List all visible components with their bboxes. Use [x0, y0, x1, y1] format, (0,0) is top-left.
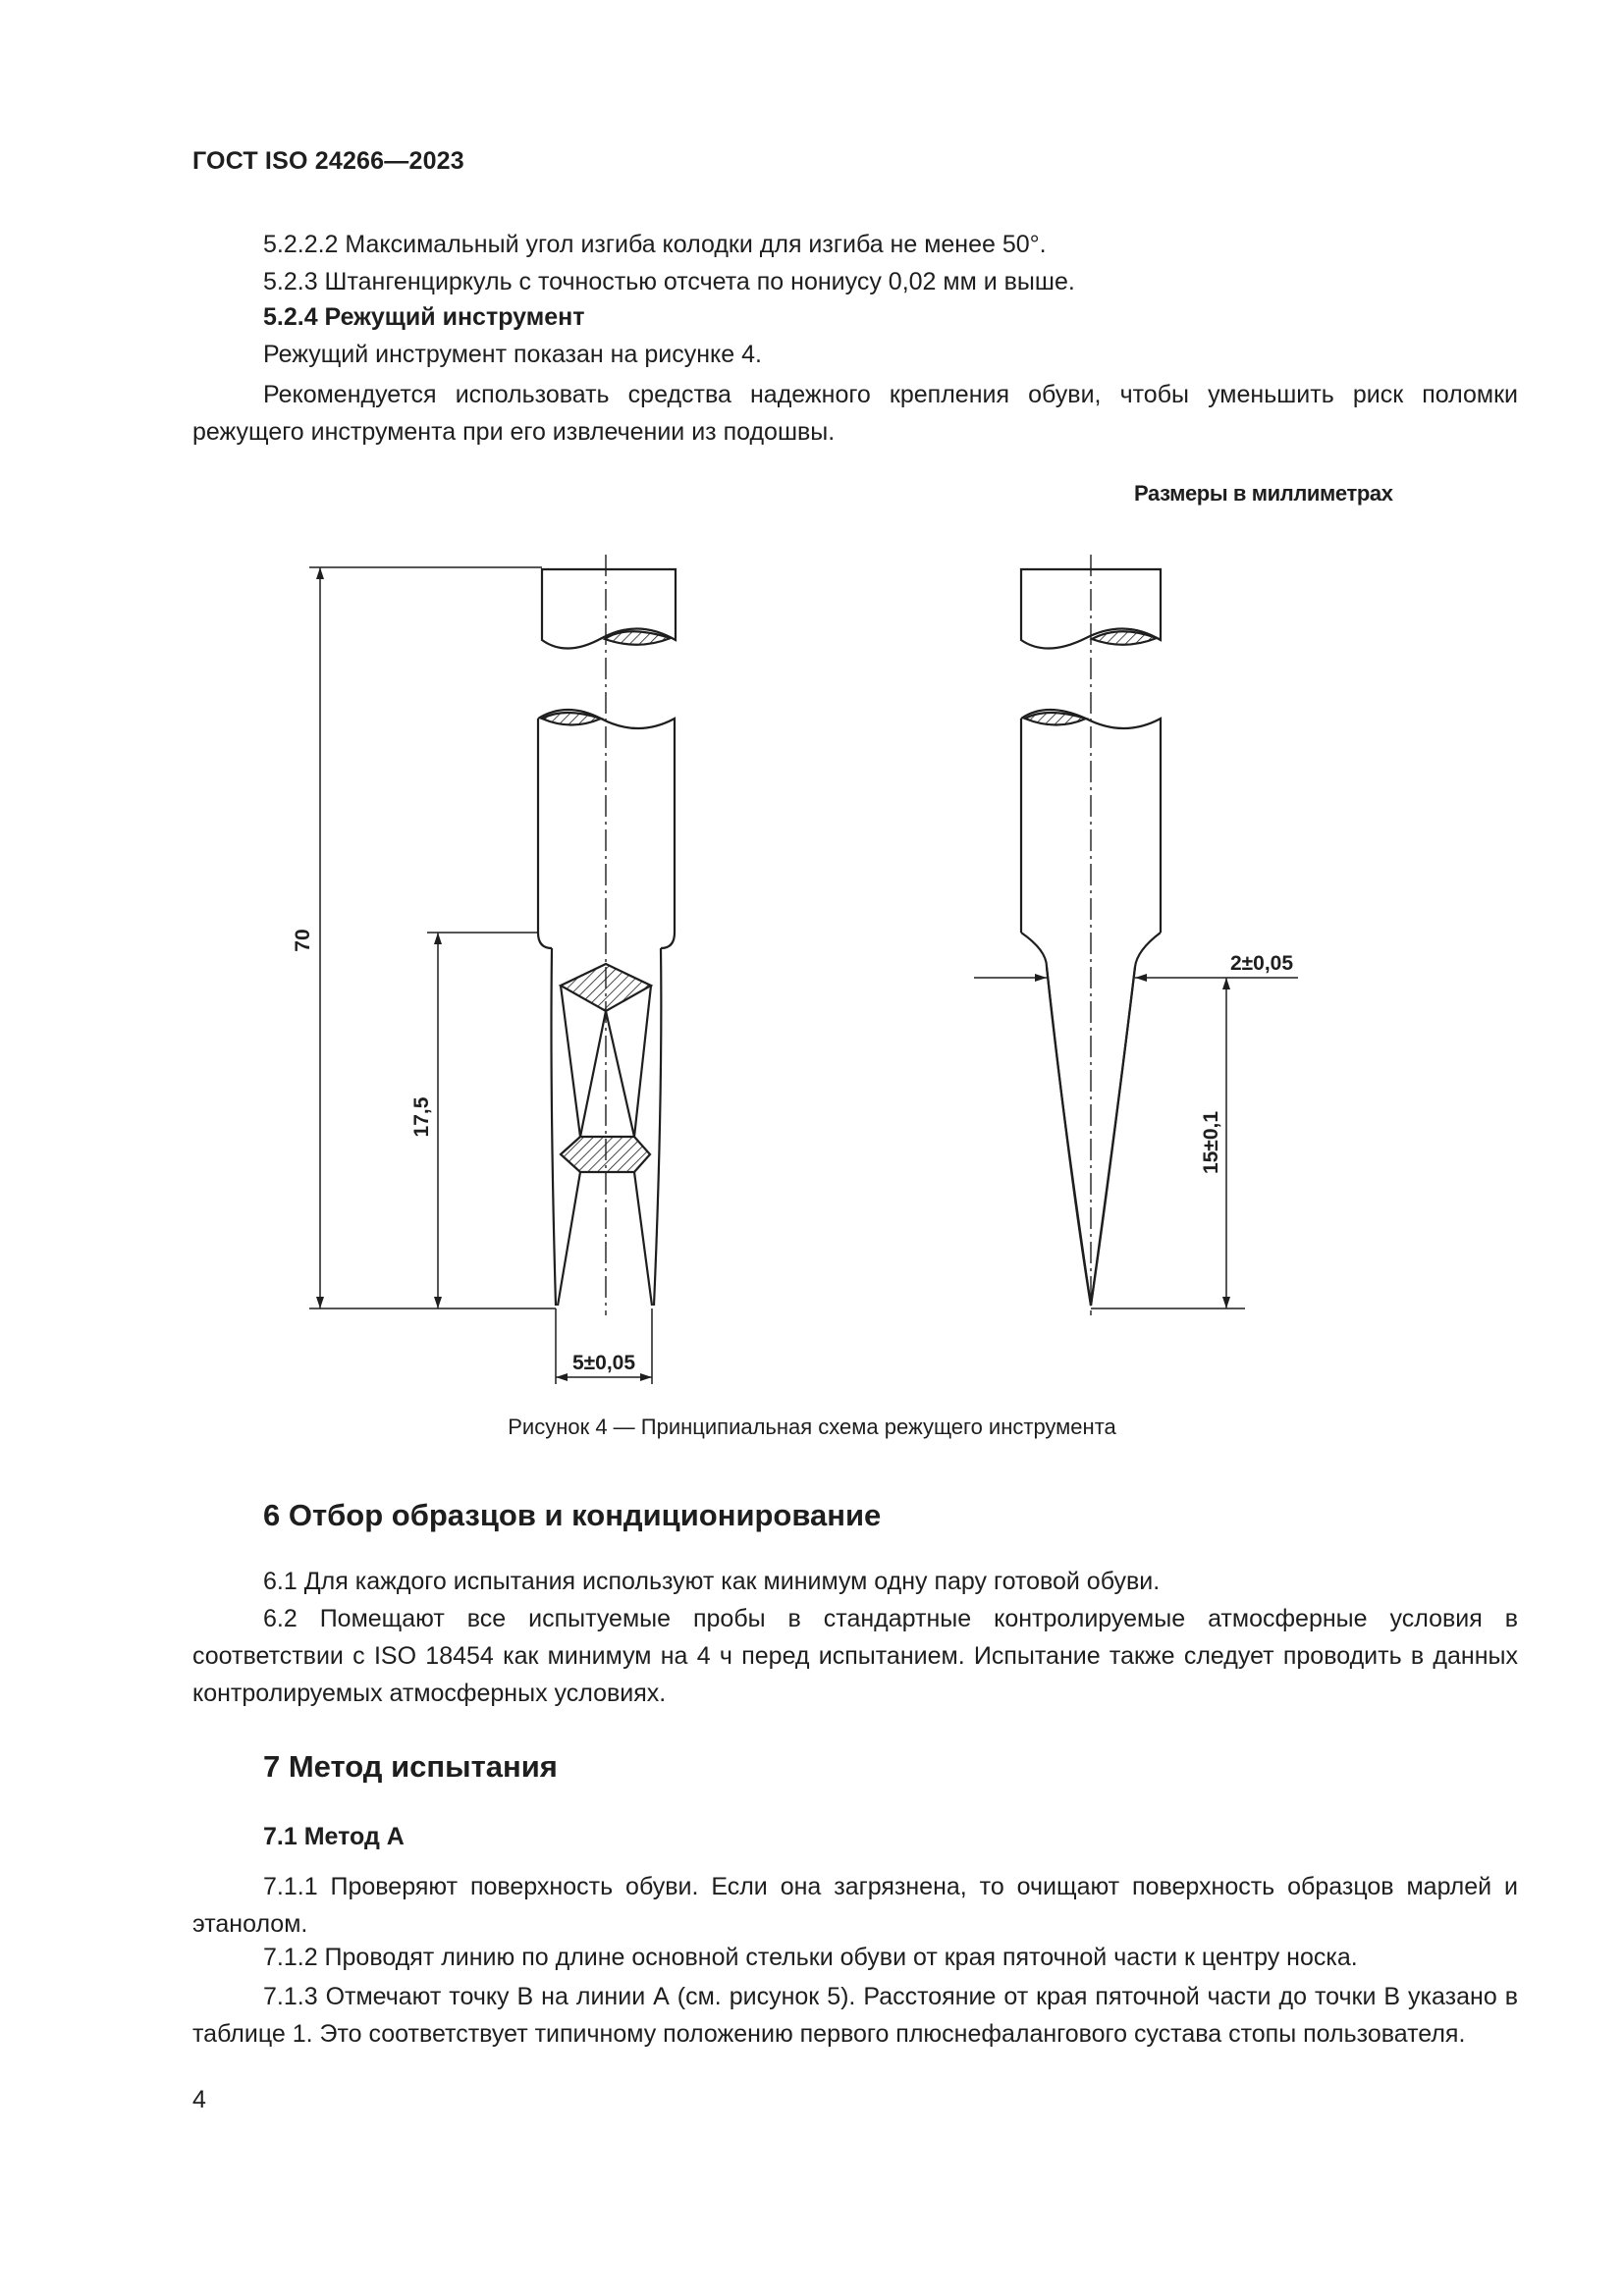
paragraph-6-1: 6.1 Для каждого испытания используют как минимум одну пару готовой обуви. [263, 1568, 1161, 1595]
units-note: Размеры в миллиметрах [1134, 481, 1393, 506]
subsection-7-1-title: 7.1 Метод А [263, 1823, 405, 1850]
paragraph-fixing-recommendation: Рекомендуется использовать средства надежного крепления обуви, чтобы уменьшить риск поломки режущего инструмента при его извлечении из подошвы. [192, 381, 1518, 446]
dimension-17-5: 17,5 [410, 1096, 433, 1138]
paragraph-7-1-1: 7.1.1 Проверяют поверхность обуви. Если она загрязнена, то очищают поверхность образцов марлей и этанолом. [192, 1873, 1518, 1938]
figure-caption: Рисунок 4 — Принципиальная схема режущего инструмента [508, 1415, 1116, 1439]
page-number: 4 [192, 2086, 206, 2113]
document-header: ГОСТ ISO 24266—2023 [192, 147, 464, 175]
subsection-heading-5-2-4: 5.2.4 Режущий инструмент [263, 303, 585, 331]
dimension-70: 70 [292, 929, 314, 952]
dimension-5: 5±0,05 [571, 1352, 636, 1374]
dimension-2: 2±0,05 [1229, 952, 1294, 975]
paragraph-6-2: 6.2 Помещают все испытуемые пробы в стандартные контролируемые атмосферные условия в соответствии с ISO 18454 как минимум на 4 ч перед испытанием. Испытание также следует проводить в данных контролируемых атмосферных условиях. [192, 1605, 1518, 1707]
paragraph-5-2-3: 5.2.3 Штангенциркуль с точностью отсчета по нониусу 0,02 мм и выше. [263, 268, 1075, 295]
paragraph-7-1-2: 7.1.2 Проводят линию по длине основной стельки обуви от края пяточной части к центру носка. [263, 1944, 1358, 1971]
paragraph-7-1-3: 7.1.3 Отмечают точку В на линии А (см. рисунок 5). Расстояние от края пяточной части до точки В указано в таблице 1. Это соответствует типичному положению первого плюснефалангового сустава стопы пользователя. [192, 1983, 1518, 2048]
dimension-15: 15±0,1 [1200, 1110, 1222, 1175]
paragraph-figure-reference: Режущий инструмент показан на рисунке 4. [263, 341, 762, 368]
tool-front-view [538, 569, 676, 1306]
section-6-title: 6 Отбор образцов и кондиционирование [263, 1498, 882, 1532]
paragraph-5-2-2-2: 5.2.2.2 Максимальный угол изгиба колодки для изгиба не менее 50°. [263, 231, 1047, 258]
section-7-title: 7 Метод испытания [263, 1749, 558, 1784]
